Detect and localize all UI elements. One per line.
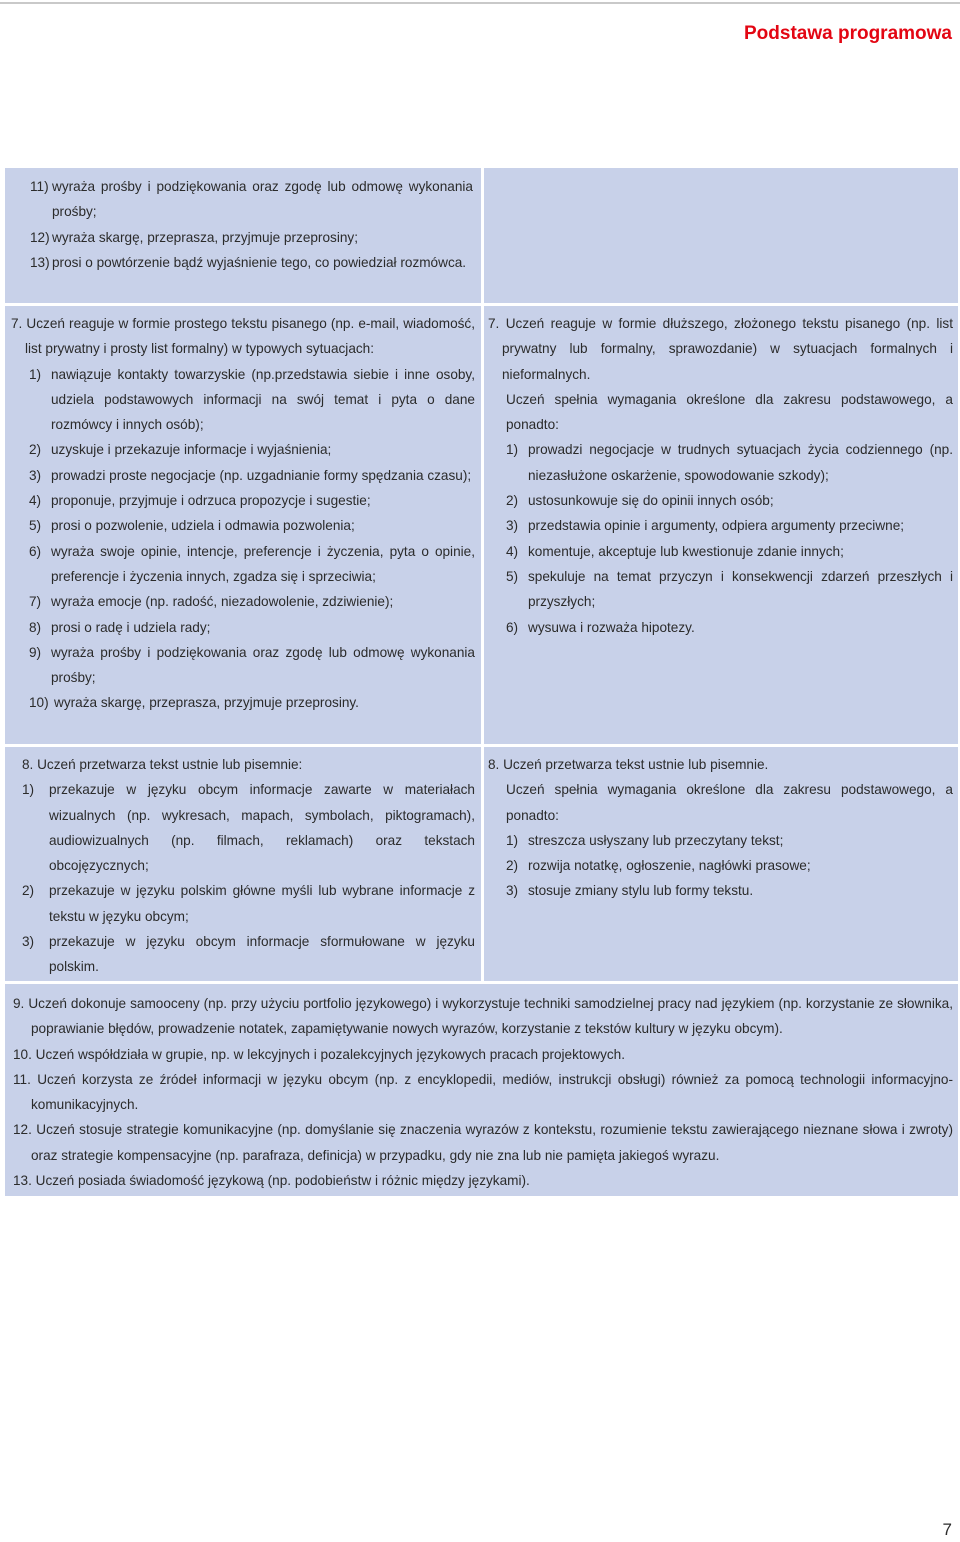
section-intro: 8. Uczeń przetwarza tekst ustnie lub pisemnie: (22, 757, 303, 772)
item-text: wyraża skargę, przeprasza, przyjmuje przeprosiny; (52, 229, 358, 245)
general-requirement: 11. Uczeń korzysta ze źródeł informacji w języku obcym (np. z encyklopedii, mediów, instrukcji obsługi) również za pomocą technologii informacyjno-komunikacyjnych. (13, 1071, 953, 1113)
item-text: streszcza usłyszany lub przeczytany tekst; (528, 832, 784, 848)
block3-left-cell (5, 747, 481, 981)
item-text: ustosunkowuje się do opinii innych osób; (528, 493, 774, 509)
general-requirement: 13. Uczeń posiada świadomość językową (np. podobieństw i różnic między językami). (13, 1173, 530, 1189)
list-item (506, 437, 953, 488)
list-item (29, 589, 475, 614)
list-item (30, 225, 473, 250)
item-text: wysuwa i rozważa hipotezy. (528, 619, 695, 635)
list-item (506, 539, 953, 564)
item-text: stosuje zmiany stylu lub formy tekstu. (528, 883, 754, 899)
item-number: 2) (506, 493, 519, 509)
item-number: 5) (506, 568, 519, 584)
block2-right-cell (484, 306, 958, 744)
item-number: 11) (30, 179, 49, 194)
list-item (29, 463, 475, 488)
block2-left-cell (5, 306, 481, 744)
item-number: 3) (22, 934, 35, 950)
section-intro: 7. Uczeń reaguje w formie prostego tekstu pisanego (np. e-mail, wiadomość, list prywatny i prosty list formalny) w typowych sytuacjach: (11, 316, 475, 357)
item-text: prowadzi proste negocjacje (np. uzgadnianie formy spędzania czasu); (51, 467, 472, 483)
item-number: 2) (506, 858, 519, 874)
item-text: spekuluje na temat przyczyn i konsekwencji zdarzeń przeszłych i przyszłych; (528, 568, 953, 610)
item-text: przekazuje w języku polskim główne myśli lub wybrane informacje z tekstu w języku obcym; (49, 883, 475, 924)
list-item (506, 878, 953, 903)
item-text: prosi o powtórzenie bądź wyjaśnienie tego, co powiedział rozmówca. (52, 254, 467, 270)
section-intro: 7. Uczeń reaguje w formie dłuższego, złożonego tekstu pisanego (np. list prywatny lub formalny, sprawozdanie) w sytuacjach formalnych i nieformalnych. (488, 316, 953, 382)
item-number: 12) (30, 229, 50, 245)
list-item (29, 640, 475, 691)
list-item (29, 615, 475, 640)
block3-right-cell (484, 747, 958, 981)
item-number: 10) (29, 695, 49, 711)
item-text: rozwija notatkę, ogłoszenie, nagłówki prasowe; (528, 858, 811, 874)
list-item (506, 513, 953, 538)
general-requirement: 10. Uczeń współdziała w grupie, np. w lekcyjnych i pozalekcyjnych językowych pracach projektowych. (13, 1046, 625, 1062)
list-item (29, 513, 475, 538)
item-text: przedstawia opinie i argumenty, odpiera argumenty przeciwne; (528, 518, 905, 534)
page-header-title: Podstawa programowa (744, 23, 952, 44)
item-number: 4) (29, 493, 42, 509)
list-item (506, 828, 953, 853)
item-number: 3) (506, 518, 519, 534)
item-text: proponuje, przyjmuje i odrzuca propozycje i sugestie; (51, 493, 371, 509)
list-item (29, 362, 475, 438)
section-subintro: Uczeń spełnia wymagania określone dla zakresu podstawowego, a ponadto: (506, 391, 953, 433)
item-number: 13) (30, 254, 50, 270)
list-item (506, 853, 953, 878)
item-number: 6) (506, 619, 519, 635)
block1-right-cell (484, 168, 958, 303)
item-text: prowadzi negocjacje w trudnych sytuacjach życia codziennego (np. niezasłużone oskarżenie, spowodowanie szkody); (528, 442, 953, 483)
section-subintro: Uczeń spełnia wymagania określone dla zakresu podstawowego, a ponadto: (506, 782, 953, 823)
section-intro: 8. Uczeń przetwarza tekst ustnie lub pisemnie. (488, 757, 769, 772)
item-number: 5) (29, 518, 42, 534)
list-item (30, 250, 473, 275)
item-number: 6) (29, 543, 42, 559)
list-item (29, 437, 475, 462)
item-number: 1) (506, 832, 519, 848)
list-item (506, 488, 953, 513)
list-item (29, 488, 475, 513)
list-item (22, 878, 475, 929)
item-number: 3) (506, 883, 519, 899)
list-item (29, 690, 475, 715)
item-text: wyraża skargę, przeprasza, przyjmuje przeprosiny. (54, 695, 359, 711)
item-text: wyraża prośby i podziękowania oraz zgodę lub odmowę wykonania prośby; (52, 179, 473, 220)
general-requirement: 9. Uczeń dokonuje samooceny (np. przy użyciu portfolio językowego) i wykorzystuje techniki samodzielnej pracy nad językiem (np. korzystanie ze słownika, poprawianie błędów, prowadzenie notatek, zapamiętywanie nowych wyrazów, korzystanie z tekstów kultury w języku obcym). (13, 996, 953, 1037)
page-number: 7 (942, 1520, 952, 1539)
top-rule (0, 2, 960, 4)
item-text: uzyskuje i przekazuje informacje i wyjaśnienia; (51, 442, 332, 458)
item-number: 2) (22, 883, 35, 899)
list-item (22, 929, 475, 980)
general-requirement: 12. Uczeń stosuje strategie komunikacyjne (np. domyślanie się znaczenia wyrazów z kontekstu, rozumienie tekstu zawierającego nieznane słowa i zwroty) oraz strategie kompensacyjne (np. parafraza, definicja) w przypadku, gdy nie zna lub nie pamięta jakiegoś wyrazu. (13, 1122, 953, 1163)
item-text: prosi o pozwolenie, udziela i odmawia pozwolenia; (51, 518, 355, 534)
list-item (506, 564, 953, 615)
item-text: wyraża swoje opinie, intencje, preferencje i życzenia, pyta o opinie, preferencje i życzenia innych, zgadza się i sprzeciwia; (51, 543, 475, 584)
list-item (29, 539, 475, 590)
item-text: przekazuje w języku obcym informacje sformułowane w języku polskim. (49, 934, 475, 975)
item-number: 4) (506, 543, 519, 559)
item-number: 1) (506, 442, 519, 458)
list-item (22, 777, 475, 878)
item-text: wyraża emocje (np. radość, niezadowolenie, zdziwienie); (51, 594, 394, 610)
block1-left-cell (5, 168, 481, 303)
item-number: 2) (29, 442, 42, 458)
item-number: 1) (22, 782, 35, 798)
item-text: przekazuje w języku obcym informacje zawarte w materiałach wizualnych (np. wykresach, mapach, symbolach, piktogramach), audiowizualnych (np. filmach, reklamach) oraz tekstach obcojęzycznych; (49, 782, 475, 874)
item-number: 7) (29, 594, 42, 610)
list-item (30, 174, 473, 225)
item-number: 3) (29, 467, 42, 483)
item-number: 8) (29, 619, 42, 635)
item-text: komentuje, akceptuje lub kwestionuje zdanie innych; (528, 543, 844, 559)
item-number: 1) (29, 366, 42, 382)
list-item (506, 615, 953, 640)
item-number: 9) (29, 644, 42, 660)
item-text: wyraża prośby i podziękowania oraz zgodę lub odmowę wykonania prośby; (51, 644, 475, 686)
item-text: prosi o radę i udziela rady; (51, 619, 211, 635)
block4-full-cell (5, 984, 958, 1196)
item-text: nawiązuje kontakty towarzyskie (np.przedstawia siebie i inne osoby, udziela podstawowych informacji na swój temat i pyta o dane rozmówcy i innych osób); (51, 366, 475, 433)
